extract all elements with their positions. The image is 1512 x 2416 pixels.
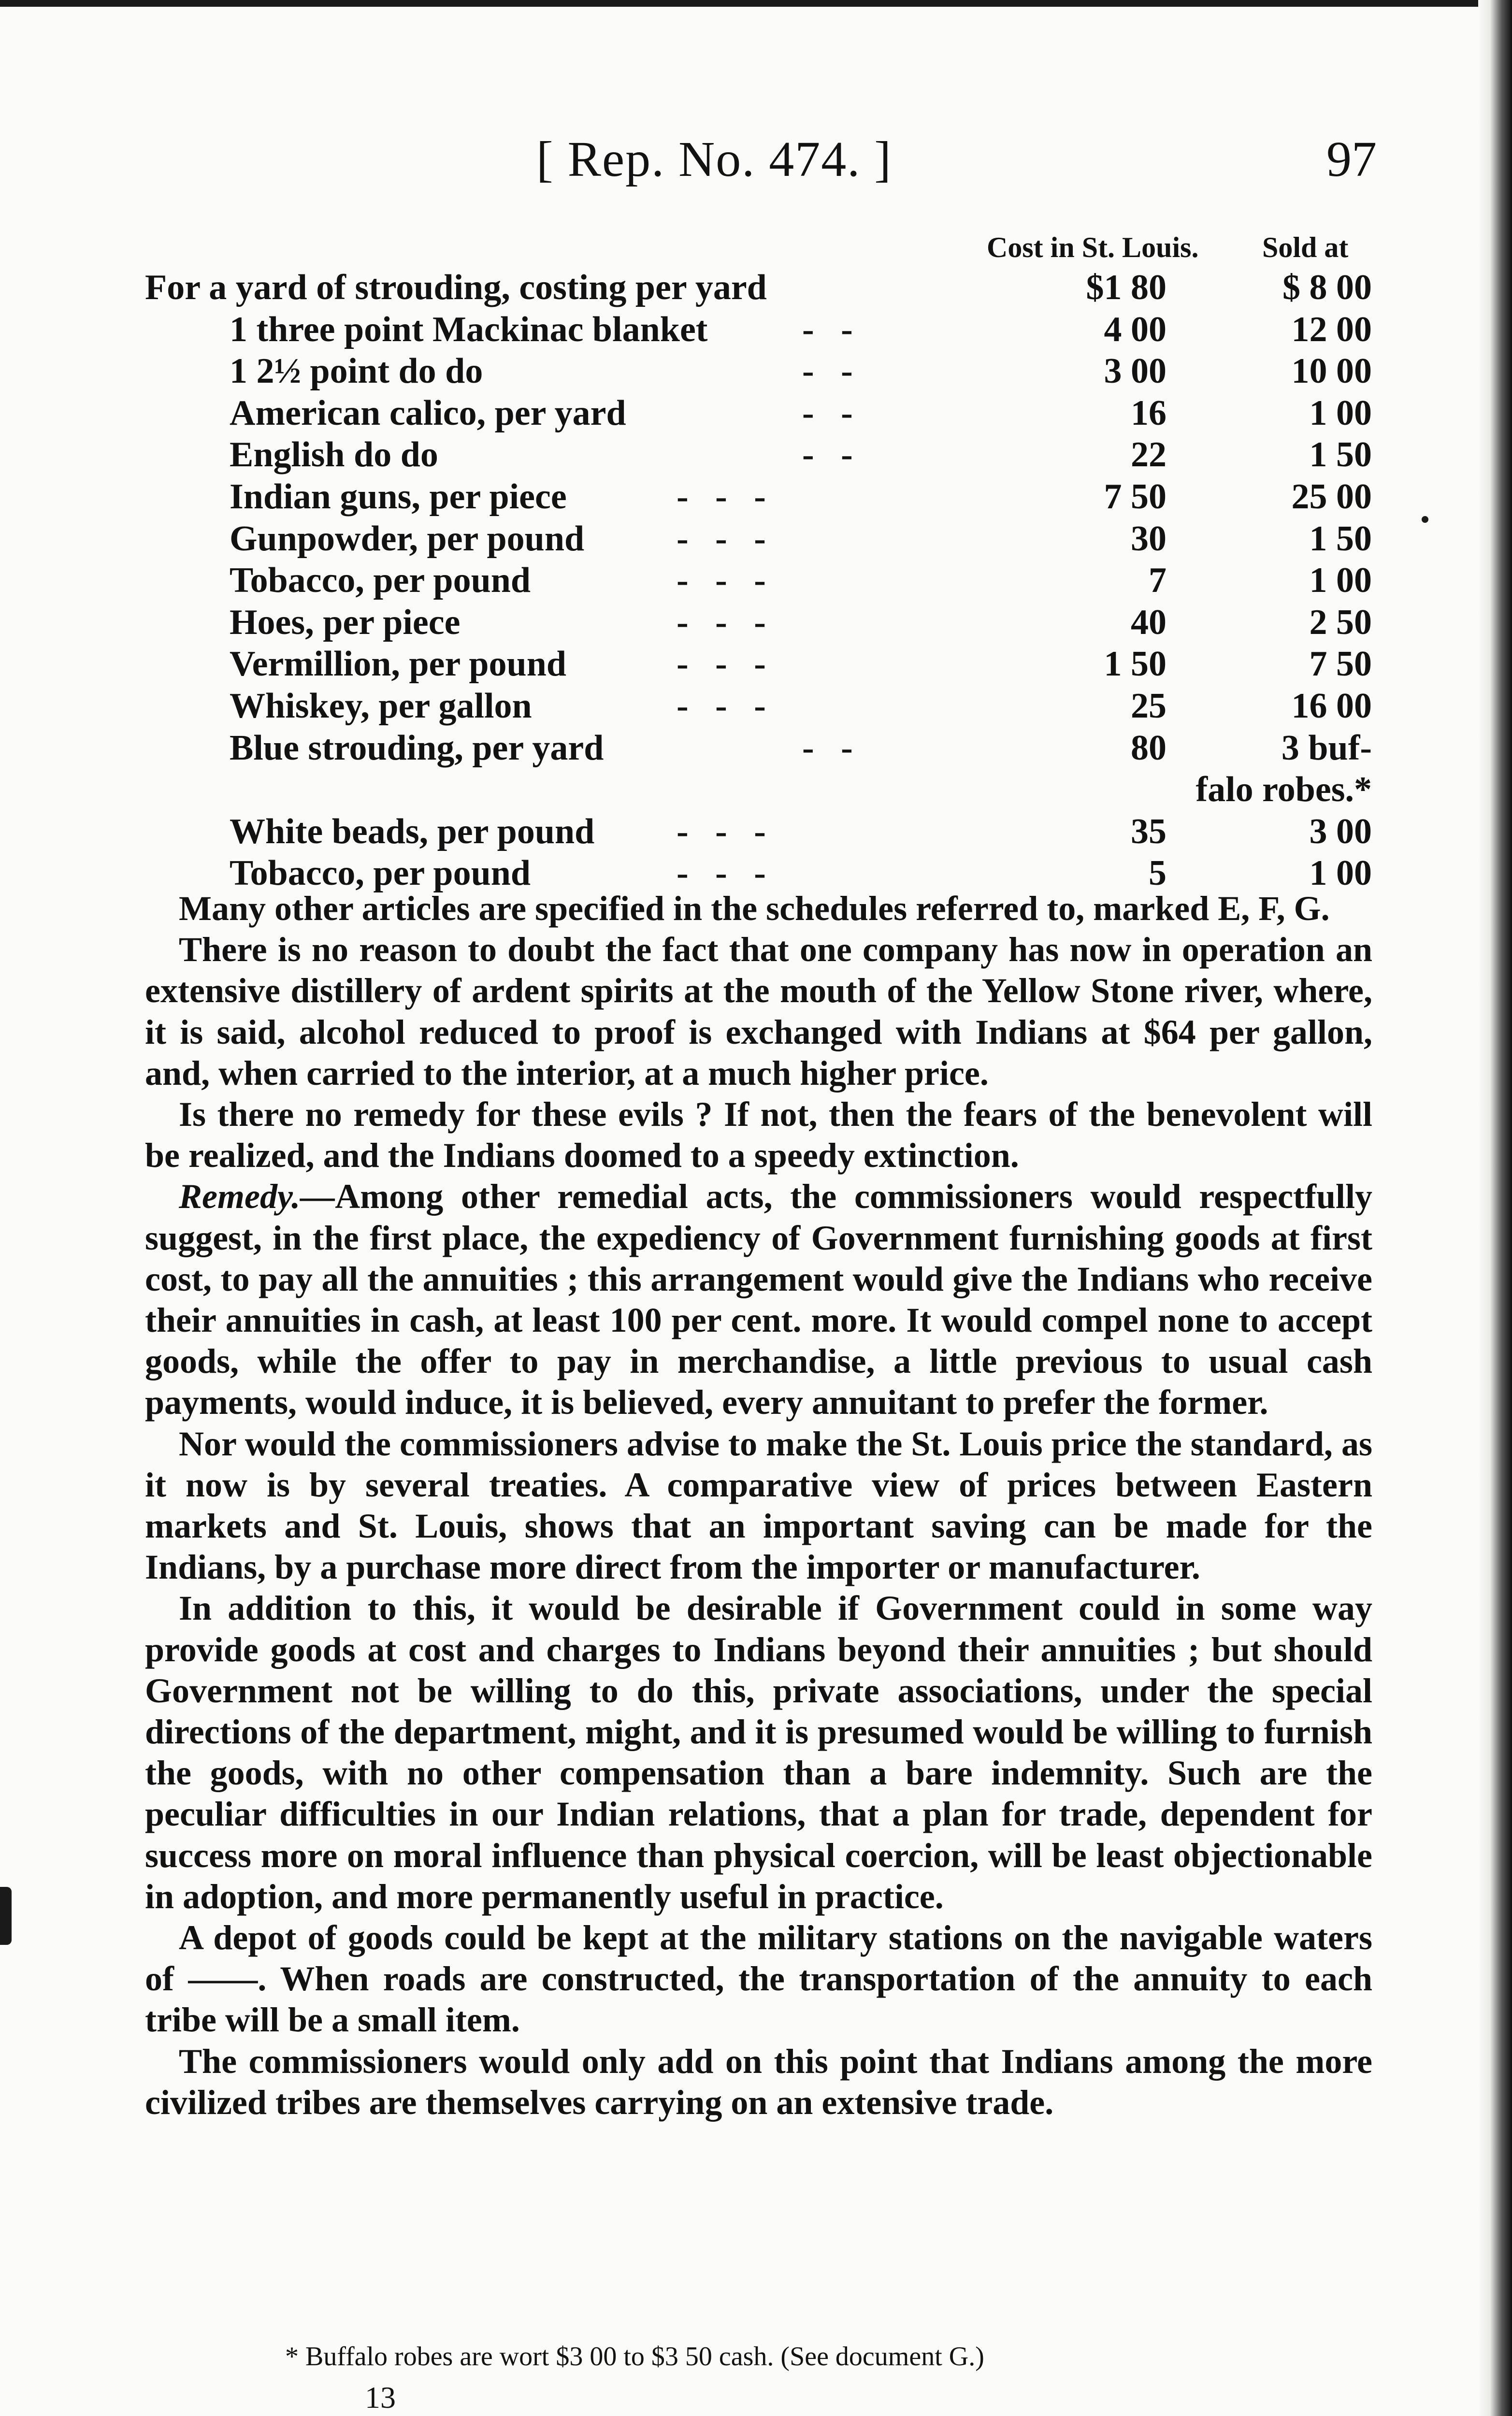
footnote: * Buffalo robes are wort $3 00 to $3 50 cash. (See document G.) bbox=[285, 2342, 984, 2372]
leader-dashes: - - - bbox=[677, 811, 766, 851]
remedy-text: Among other remedial acts, the commissioners would respectfully suggest, in the first place, the expediency of Government furnishing goods at first cost, to pay all the annuities ; this arrangement would give the Indians who receive their annuities in cash, at least 100 per cent. more. It would compel none to accept goods, while the offer to pay in merchandise, a little previous to usual cash payments, would induce, it is believed, every annuitant to prefer the former. bbox=[145, 1177, 1372, 1422]
body-text bbox=[145, 888, 1372, 2123]
remedy-label: Remedy.— bbox=[179, 1177, 335, 1216]
cost-value: 4 00 bbox=[1104, 309, 1166, 349]
cost-value: 1 50 bbox=[1104, 644, 1166, 684]
paragraph: Is there no remedy for these evils ? If not, then the fears of the benevolent will be realized, and the Indians doomed to a speedy extinction. bbox=[145, 1095, 1372, 1175]
table-row bbox=[0, 643, 1512, 685]
cost-value: 5 bbox=[1149, 853, 1166, 893]
sold-value: 2 50 bbox=[1309, 602, 1372, 642]
item-description: Blue strouding, per yard bbox=[230, 728, 604, 768]
table-row bbox=[0, 518, 1512, 560]
cost-value: 3 00 bbox=[1104, 351, 1166, 391]
leader-dashes: - - - bbox=[677, 602, 766, 642]
item-description: For a yard of strouding, costing per yard bbox=[145, 268, 767, 307]
leader-dashes: - - bbox=[802, 435, 853, 475]
table-row bbox=[0, 476, 1512, 518]
scan-binding-mark bbox=[0, 1887, 12, 1945]
table-row bbox=[0, 811, 1512, 853]
cost-value: 25 bbox=[1131, 686, 1166, 726]
table-row bbox=[0, 267, 1512, 309]
item-description: 1 2½ point do do bbox=[230, 351, 483, 391]
sold-value: 7 50 bbox=[1309, 644, 1372, 684]
leader-dashes: - - - bbox=[677, 686, 766, 726]
cost-value: 35 bbox=[1131, 811, 1166, 851]
scan-edge-top bbox=[0, 0, 1512, 7]
item-description: Gunpowder, per pound bbox=[230, 518, 585, 559]
cost-value: $1 80 bbox=[1086, 268, 1166, 307]
leader-dashes: - - bbox=[802, 309, 853, 349]
item-description: American calico, per yard bbox=[230, 393, 626, 433]
sold-value: 10 00 bbox=[1291, 351, 1372, 391]
item-description: 1 three point Mackinac blanket bbox=[230, 309, 708, 349]
item-description: Whiskey, per gallon bbox=[230, 686, 532, 726]
column-header-sold: Sold at bbox=[1262, 231, 1349, 263]
sold-value: 1 50 bbox=[1309, 435, 1372, 475]
leader-dashes: - - - bbox=[677, 853, 766, 893]
running-header: [ Rep. No. 474. ] bbox=[536, 131, 892, 187]
sold-value: $ 8 00 bbox=[1282, 268, 1372, 307]
cost-value: 7 50 bbox=[1104, 476, 1166, 517]
sold-value: 25 00 bbox=[1291, 476, 1372, 517]
item-description: Hoes, per piece bbox=[230, 602, 461, 642]
leader-dashes: - - - bbox=[677, 561, 766, 601]
sold-value: 16 00 bbox=[1291, 686, 1372, 726]
table-row bbox=[0, 350, 1512, 392]
item-description: Tobacco, per pound bbox=[230, 853, 531, 893]
paragraph: In addition to this, it would be desirable if Government could in some way provide goods at cost and charges to Indians beyond their annuities ; but should Government not be willing to do this, private associations, under the special directions of the department, might, and it is presumed would be willing to furnish the goods, with no other compensation than a bare indemnity. Such are the peculiar difficulties in our Indian relations, that a plan for trade, dependent for success more on moral influence than physical coercion, will be least objectionable in adoption, and more permanently useful in practice. bbox=[145, 1589, 1372, 1916]
paragraph: A depot of goods could be kept at the military stations on the navigable waters of ——. When roads are constructed, the transportation of the annuity to each tribe will be a small item. bbox=[145, 1918, 1372, 2040]
cost-value: 40 bbox=[1131, 602, 1166, 642]
item-description: White beads, per pound bbox=[230, 811, 595, 851]
sold-value: 3 00 bbox=[1309, 811, 1372, 851]
sold-value: 12 00 bbox=[1291, 309, 1372, 349]
cost-value: 7 bbox=[1149, 561, 1166, 601]
table-row bbox=[0, 769, 1512, 811]
leader-dashes: - - bbox=[802, 351, 853, 391]
item-description: Vermillion, per pound bbox=[230, 644, 567, 684]
leader-dashes: - - - bbox=[677, 518, 766, 559]
table-row bbox=[0, 560, 1512, 602]
table-row bbox=[0, 392, 1512, 434]
sold-value: 1 00 bbox=[1309, 853, 1372, 893]
paragraph: Many other articles are specified in the schedules referred to, marked E, F, G. bbox=[179, 889, 1330, 928]
item-description: Tobacco, per pound bbox=[230, 561, 531, 601]
sold-value: 1 00 bbox=[1309, 561, 1372, 601]
table-row bbox=[0, 434, 1512, 476]
paragraph: The commissioners would only add on this point that Indians among the more civilized tribes are themselves carrying on an extensive trade. bbox=[145, 2042, 1372, 2122]
cost-value: 30 bbox=[1131, 518, 1166, 559]
cost-value: 22 bbox=[1131, 435, 1166, 475]
sold-value: 1 50 bbox=[1309, 518, 1372, 559]
cost-value: 16 bbox=[1131, 393, 1166, 433]
leader-dashes: - - bbox=[802, 728, 853, 768]
paragraph-remedy bbox=[145, 1176, 1372, 1423]
sold-value: falo robes.* bbox=[1195, 770, 1372, 810]
price-table bbox=[0, 267, 1512, 894]
leader-dashes: - - - bbox=[677, 644, 766, 684]
table-row bbox=[0, 727, 1512, 769]
leader-dashes: - - - bbox=[677, 476, 766, 517]
item-description: English do do bbox=[230, 435, 438, 475]
paragraph: There is no reason to doubt the fact that one company has now in operation an extensive distillery of ardent spirits at the mouth of the Yellow Stone river, where, it is said, alcohol reduced to proof is exchanged with Indians at $64 per gallon, and, when carried to the interior, at a much higher price. bbox=[145, 930, 1372, 1093]
sold-value: 1 00 bbox=[1309, 393, 1372, 433]
sold-value: 3 buf- bbox=[1281, 728, 1372, 768]
table-row bbox=[0, 685, 1512, 727]
table-row bbox=[0, 602, 1512, 644]
paragraph: Nor would the commissioners advise to make the St. Louis price the standard, as it now is by several treaties. A comparative view of prices between Eastern markets and St. Louis, shows that an important saving can be made for the Indians, by a purchase more direct from the importer or manufacturer. bbox=[145, 1424, 1372, 1587]
leader-dashes: - - bbox=[802, 393, 853, 433]
item-description: Indian guns, per piece bbox=[230, 476, 567, 517]
cost-value: 80 bbox=[1131, 728, 1166, 768]
column-header-cost: Cost in St. Louis. bbox=[987, 231, 1199, 263]
signature-mark: 13 bbox=[365, 2380, 396, 2415]
page-number: 97 bbox=[1326, 131, 1377, 187]
table-row bbox=[0, 309, 1512, 351]
